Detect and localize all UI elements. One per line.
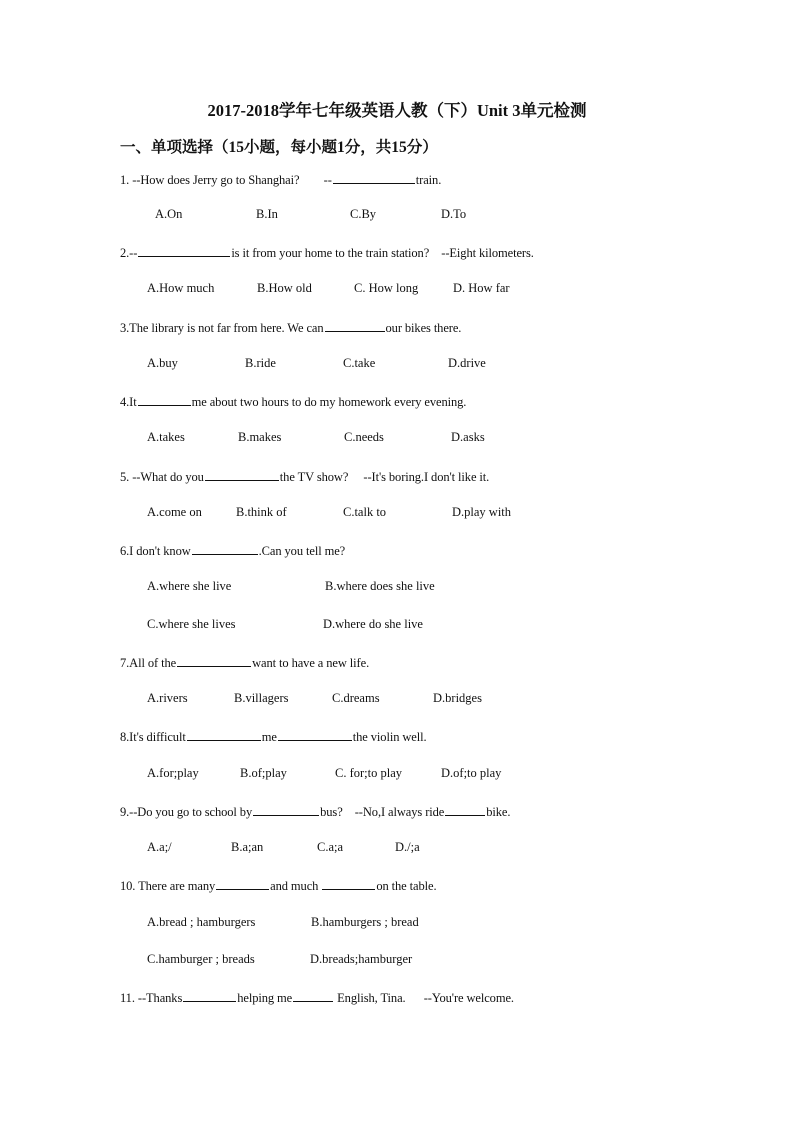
options-7	[0, 691, 794, 709]
question-text: 7.All of the	[120, 656, 177, 670]
options-3	[0, 356, 794, 374]
answer-blank	[183, 989, 236, 1002]
question-text: our bikes there.	[385, 321, 462, 335]
question-text: .Can you tell me?	[258, 544, 346, 558]
answer-blank	[293, 989, 333, 1002]
option-a: A.On	[155, 207, 183, 221]
question-text: 4.It	[120, 395, 137, 409]
option-d: D.To	[441, 207, 467, 221]
answer-blank	[138, 244, 230, 257]
option-a: A.rivers	[147, 691, 188, 705]
option-b: B.of;play	[240, 766, 287, 780]
option-a: A.takes	[147, 430, 185, 444]
question-11	[120, 989, 514, 1006]
question-text: 3.The library is not far from here. We can	[120, 321, 324, 335]
question-text: 5. --What do you	[120, 470, 204, 484]
answer-blank	[177, 654, 251, 667]
answer-blank	[445, 803, 485, 816]
option-a: A.for;play	[147, 766, 199, 780]
answer-blank	[138, 393, 191, 406]
option-b: B.How old	[257, 281, 312, 295]
option-c: C.take	[343, 356, 376, 370]
question-text: 11. --Thanks	[120, 991, 183, 1005]
question-text: 2.--	[120, 246, 138, 260]
option-a: A.How much	[147, 281, 215, 295]
option-a: A.bread ; hamburgers	[147, 915, 256, 929]
option-c: C.needs	[344, 430, 384, 444]
question-text: helping me	[237, 991, 293, 1005]
option-a: A.a;/	[147, 840, 172, 854]
question-text: the violin well.	[352, 730, 427, 744]
option-c: C.a;a	[317, 840, 344, 854]
answer-blank	[278, 728, 352, 741]
option-b: B.makes	[238, 430, 282, 444]
options-8	[0, 766, 794, 784]
question-text: is it from your home to the train station? --Eight kilometers.	[231, 246, 534, 260]
option-b: B.a;an	[231, 840, 264, 854]
option-d: D.where do she live	[323, 617, 423, 631]
question-text: bus? --No,I always ride	[320, 805, 445, 819]
question-text: bike.	[486, 805, 511, 819]
options-10a	[0, 915, 794, 933]
option-b: B.where does she live	[325, 579, 435, 593]
answer-blank	[322, 877, 375, 890]
options-4	[0, 430, 794, 448]
option-b: B.In	[256, 207, 278, 221]
question-text: me	[261, 730, 277, 744]
question-3	[120, 319, 461, 336]
question-text: 10. There are many	[120, 879, 216, 893]
options-6a	[0, 579, 794, 597]
option-d: D.play with	[452, 505, 512, 519]
option-d: D. How far	[453, 281, 510, 295]
question-text: 6.I don't know	[120, 544, 191, 558]
option-c: C. for;to play	[335, 766, 403, 780]
option-a: A.where she live	[147, 579, 232, 593]
exam-title: 2017-2018学年七年级英语人教（下）Unit 3单元检测	[207, 101, 587, 120]
question-text: the TV show? --It's boring.I don't like it.	[279, 470, 490, 484]
question-5	[120, 468, 489, 485]
question-text: English, Tina. --You're welcome.	[334, 991, 514, 1005]
option-c: C.By	[350, 207, 377, 221]
option-b: B.villagers	[234, 691, 289, 705]
question-text: want to have a new life.	[252, 656, 370, 670]
answer-blank	[325, 319, 385, 332]
question-text: me about two hours to do my homework every evening.	[191, 395, 467, 409]
answer-blank	[333, 171, 415, 184]
option-c: C.talk to	[343, 505, 387, 519]
question-10	[120, 877, 436, 894]
option-b: B.hamburgers ; bread	[311, 915, 419, 929]
question-1	[120, 171, 441, 188]
question-7	[120, 654, 369, 671]
options-2	[0, 281, 794, 299]
options-6b	[0, 617, 794, 635]
option-d: D./;a	[395, 840, 420, 854]
question-4	[120, 393, 466, 410]
option-c: C.where she lives	[147, 617, 236, 631]
option-a: A.come on	[147, 505, 202, 519]
option-c: C.dreams	[332, 691, 380, 705]
options-9	[0, 840, 794, 858]
answer-blank	[187, 728, 261, 741]
question-2	[120, 244, 534, 261]
question-text: 8.It's difficult	[120, 730, 186, 744]
question-8	[120, 728, 427, 745]
option-c: C. How long	[354, 281, 419, 295]
option-c: C.hamburger ; breads	[147, 952, 255, 966]
answer-blank	[216, 877, 269, 890]
option-d: D.bridges	[433, 691, 482, 705]
question-text: train.	[415, 173, 442, 187]
question-text: and much	[270, 879, 322, 893]
options-5	[0, 505, 794, 523]
options-10b	[0, 952, 794, 970]
question-6	[120, 542, 345, 559]
option-a: A.buy	[147, 356, 178, 370]
answer-blank	[192, 542, 258, 555]
answer-blank	[205, 468, 279, 481]
answer-blank	[253, 803, 319, 816]
option-d: D.drive	[448, 356, 486, 370]
option-d: D.of;to play	[441, 766, 502, 780]
option-b: B.think of	[236, 505, 287, 519]
section-heading: 一、单项选择（15小题，每小题1分，共15分）	[120, 139, 438, 156]
options-1	[0, 207, 794, 225]
question-text: on the table.	[376, 879, 437, 893]
option-b: B.ride	[245, 356, 276, 370]
question-text: 1. --How does Jerry go to Shanghai? --	[120, 173, 332, 187]
question-text: 9.--Do you go to school by	[120, 805, 253, 819]
option-d: D.asks	[451, 430, 485, 444]
option-d: D.breads;hamburger	[310, 952, 413, 966]
question-9	[120, 803, 510, 820]
